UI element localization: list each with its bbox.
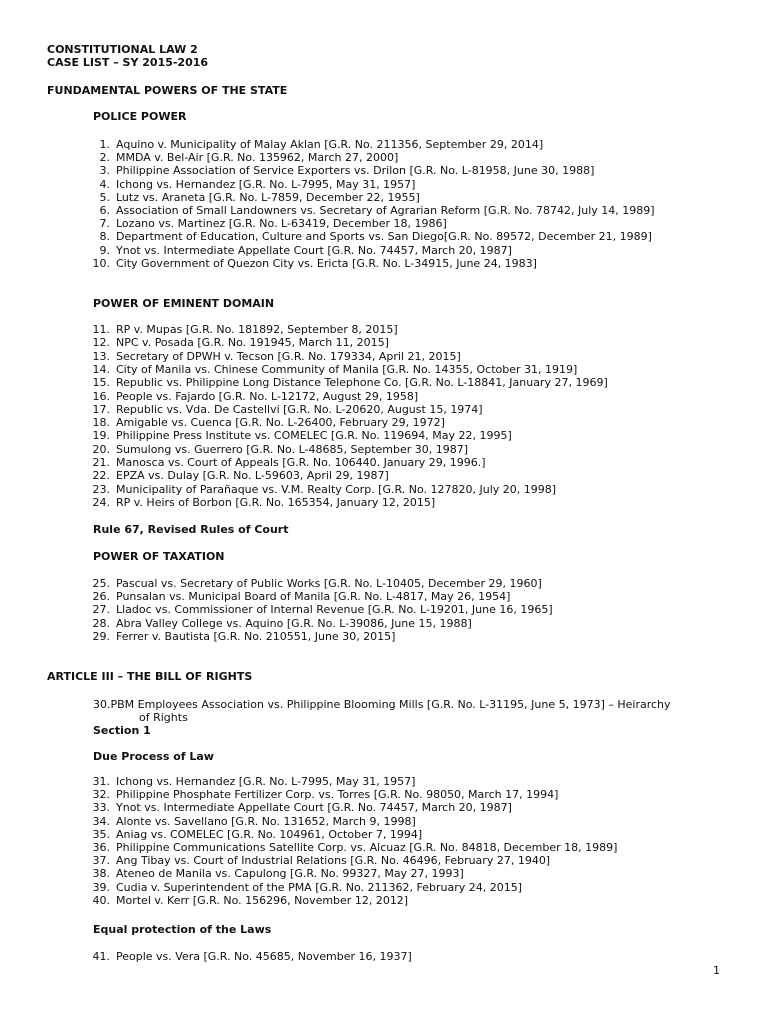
page-number: 1 [713, 964, 720, 977]
case-number: 32. [92, 788, 110, 802]
doc-title: CONSTITUTIONAL LAW 2 [47, 43, 198, 56]
case-number: 25. [92, 577, 110, 590]
case-number: 11. [92, 323, 110, 336]
case-entry: Ang Tibay vs. Court of Industrial Relations [G.R. No. 46496, February 27, 1940] [116, 854, 551, 868]
case-number: 14. [92, 362, 110, 376]
rule-67-note: Rule 67, Revised Rules of Court [93, 523, 289, 536]
case-number: 24. [92, 495, 110, 509]
case-entry: MMDA v. Bel-Air [G.R. No. 135962, March 27, 2000] [116, 151, 399, 165]
case-entry: Lladoc vs. Commissioner of Internal Revenue [G.R. No. L-19201, June 16, 1965] [116, 603, 553, 617]
case-entry: City of Manila vs. Chinese Community of Manila [G.R. No. 14355, October 31, 1919] [116, 362, 578, 376]
case-number: 1. [99, 138, 110, 151]
case-30-line1: 30.PBM Employees Association vs. Philippine Blooming Mills [G.R. No. L-31195, June 5, 1973] – Heirarchy [93, 698, 671, 711]
case-number: 28. [92, 616, 110, 630]
case-entry: Amigable vs. Cuenca [G.R. No. L-26400, February 29, 1972] [116, 416, 445, 430]
case-number: 2. [99, 151, 110, 165]
heading-taxation: POWER OF TAXATION [93, 550, 225, 563]
section-heading-fundamental-powers: FUNDAMENTAL POWERS OF THE STATE [47, 84, 288, 97]
case-number: 16. [92, 389, 110, 403]
case-entry: City Government of Quezon City vs. Ericta [G.R. No. L-34915, June 24, 1983] [116, 256, 537, 270]
case-entry: Pascual vs. Secretary of Public Works [G.R. No. L-10405, December 29, 1960] [116, 577, 542, 590]
case-entry: NPC v. Posada [G.R. No. 191945, March 11, 2015] [116, 336, 389, 350]
heading-bill-of-rights: ARTICLE III – THE BILL OF RIGHTS [47, 670, 253, 683]
case-number: 34. [92, 814, 110, 828]
case-number: 7. [99, 217, 110, 231]
case-entry: Philippine Association of Service Exporters vs. Drilon [G.R. No. L-81958, June 30, 1988] [116, 164, 595, 178]
case-number: 4. [99, 177, 110, 191]
case-entry: Mortel v. Kerr [G.R. No. 156296, November 12, 2012] [116, 893, 409, 907]
case-entry: Republic vs. Philippine Long Distance Telephone Co. [G.R. No. L-18841, January 27, 1969] [116, 376, 608, 390]
case-number: 23. [92, 482, 110, 496]
case-number: 10. [92, 256, 110, 270]
case-number: 20. [92, 442, 110, 456]
case-number: 3. [99, 164, 110, 178]
case-entry: People vs. Fajardo [G.R. No. L-12172, August 29, 1958] [116, 389, 419, 403]
case-number: 41. [92, 950, 110, 963]
case-number: 15. [92, 376, 110, 390]
case-number: 31. [92, 775, 110, 788]
case-number: 18. [92, 416, 110, 430]
case-entry: Manosca vs. Court of Appeals [G.R. No. 106440. January 29, 1996.] [116, 456, 486, 469]
case-entry: Alonte vs. Savellano [G.R. No. 131652, March 9, 1998] [116, 814, 416, 828]
case-number: 6. [99, 204, 110, 217]
heading-eminent-domain: POWER OF EMINENT DOMAIN [93, 297, 275, 310]
heading-due-process: Due Process of Law [93, 750, 214, 763]
case-entry: Association of Small Landowners vs. Secretary of Agrarian Reform [G.R. No. 78742, July 14, 1989] [116, 204, 655, 217]
case-number: 12. [92, 336, 110, 350]
case-number: 9. [99, 243, 110, 257]
case-entry: Philippine Communications Satellite Corp. vs. Alcuaz [G.R. No. 84818, December 18, 1989] [116, 841, 618, 854]
case-number: 13. [92, 349, 110, 363]
case-entry: Aquino v. Municipality of Malay Aklan [G.R. No. 211356, September 29, 2014] [116, 138, 544, 151]
case-number: 21. [92, 456, 110, 469]
case-number: 33. [92, 801, 110, 815]
heading-section-1: Section 1 [93, 724, 151, 737]
case-entry: RP v. Heirs of Borbon [G.R. No. 165354, January 12, 2015] [116, 495, 436, 509]
case-number: 36. [92, 841, 110, 854]
case-entry: EPZA vs. Dulay [G.R. No. L-59603, April 29, 1987] [116, 469, 389, 483]
case-entry: Municipality of Parañaque vs. V.M. Realty Corp. [G.R. No. 127820, July 20, 1998] [116, 482, 557, 496]
case-entry: Ynot vs. Intermediate Appellate Court [G.R. No. 74457, March 20, 1987] [116, 801, 512, 815]
case-entry: Ferrer v. Bautista [G.R. No. 210551, June 30, 2015] [116, 629, 396, 643]
case-entry: Ichong vs. Hernandez [G.R. No. L-7995, May 31, 1957] [116, 775, 416, 788]
case-number: 29. [92, 629, 110, 643]
case-entry: Secretary of DPWH v. Tecson [G.R. No. 179334, April 21, 2015] [116, 349, 461, 363]
case-number: 19. [92, 429, 110, 443]
case-number: 40. [92, 893, 110, 907]
case-entry: Philippine Press Institute vs. COMELEC [G.R. No. 119694, May 22, 1995] [116, 429, 512, 443]
case-entry: Department of Education, Culture and Sports vs. San Diego[G.R. No. 89572, December 21, 1989] [116, 230, 652, 244]
case-number: 38. [92, 867, 110, 881]
case-number: 5. [99, 190, 110, 204]
case-entry: Abra Valley College vs. Aquino [G.R. No. L-39086, June 15, 1988] [116, 616, 472, 630]
case-30-line2: of Rights [139, 711, 188, 724]
case-entry: Republic vs. Vda. De Castellvi [G.R. No. L-20620, August 15, 1974] [116, 402, 483, 416]
heading-equal-protection: Equal protection of the Laws [93, 923, 272, 936]
case-entry: RP v. Mupas [G.R. No. 181892, September 8, 2015] [116, 323, 398, 336]
case-entry: Lozano vs. Martinez [G.R. No. L-63419, December 18, 1986] [116, 217, 447, 231]
case-entry: Ateneo de Manila vs. Capulong [G.R. No. 99327, May 27, 1993] [116, 867, 464, 881]
case-number: 35. [92, 827, 110, 841]
case-entry: Aniag vs. COMELEC [G.R. No. 104961, October 7, 1994] [116, 827, 423, 841]
case-number: 22. [92, 469, 110, 483]
case-number: 26. [92, 590, 110, 604]
case-entry: Cudia v. Superintendent of the PMA [G.R. No. 211362, February 24, 2015] [116, 880, 523, 894]
case-number: 39. [92, 880, 110, 894]
case-entry: Ynot vs. Intermediate Appellate Court [G.R. No. 74457, March 20, 1987] [116, 243, 512, 257]
case-entry: People vs. Vera [G.R. No. 45685, November 16, 1937] [116, 950, 412, 963]
case-entry: Punsalan vs. Municipal Board of Manila [G.R. No. L-4817, May 26, 1954] [116, 590, 511, 604]
case-number: 37. [92, 854, 110, 868]
case-number: 17. [92, 402, 110, 416]
heading-police-power: POLICE POWER [93, 110, 187, 123]
doc-subtitle: CASE LIST – SY 2015-2016 [47, 56, 209, 69]
case-entry: Lutz vs. Araneta [G.R. No. L-7859, December 22, 1955] [116, 190, 420, 204]
case-number: 8. [99, 230, 110, 244]
case-entry: Sumulong vs. Guerrero [G.R. No. L-48685, September 30, 1987] [116, 442, 469, 456]
case-entry: Ichong vs. Hernandez [G.R. No. L-7995, May 31, 1957] [116, 177, 416, 191]
case-entry: Philippine Phosphate Fertilizer Corp. vs. Torres [G.R. No. 98050, March 17, 1994] [116, 788, 559, 802]
case-number: 27. [92, 603, 110, 617]
